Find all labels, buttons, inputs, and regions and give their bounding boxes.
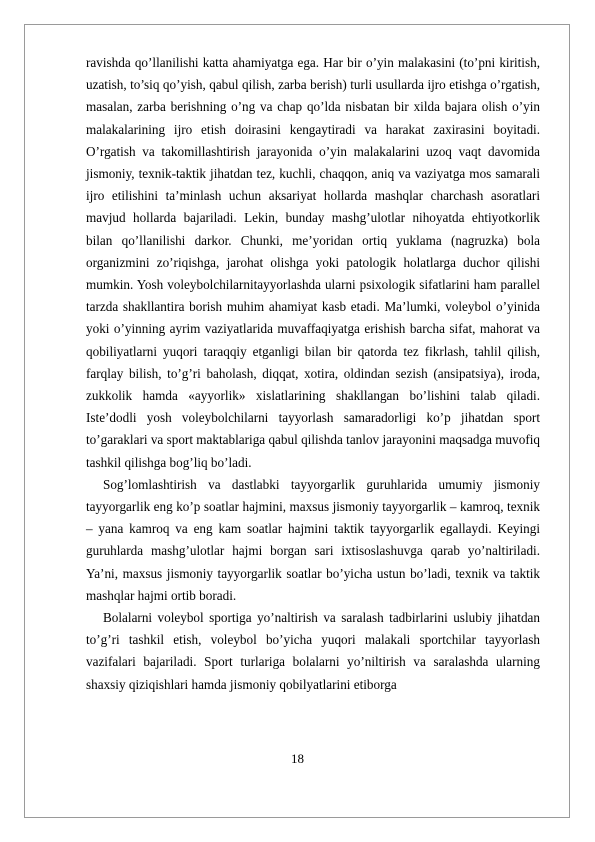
paragraph-2: Sog’lomlashtirish va dastlabki tayyorgarlik guruhlarida umumiy jismoniy tayyorgarlik eng ko’p soatlar hajmini, maxsus jismoniy tayyorgarlik – kamroq, texnik – yana kamroq va eng kam soatlar hajmini taktik tayyorgarlik egallaydi. Keyingi guruhlarda mashg’ulotlar hajmi borgan sari ixtisoslashuvga qarab yo’naltiriladi. Ya’ni, maxsus jismoniy tayyorgarlik soatlar bo’yicha ustun bo’ladi, texnik va taktik mashqlar hajmi ortib boradi. — [86, 476, 540, 603]
paragraph-3: Bolalarni voleybol sportiga yo’naltirish va saralash tadbirlarini uslubiy jihatdan to’g’ri tashkil etish, voleybol bo’yicha yuqori malakali sportchilar tayyorlash vazifalari bajariladi. Sport turlariga bolalarni yo’niltirish va saralashda ularning shaxsiy qiziqishlari hamda jismoniy qobilyatlarini etiborga — [86, 610, 540, 692]
paragraph-1: ravishda qo’llanilishi katta ahamiyatga ega. Har bir o’yin malakasini (to’pni kiritish, uzatish, to’siq qo’yish, qabul qilish, zarba berish) turli usullarda ijro etishga o’rgatish, masalan, zarba berishning o’ng va chap qo’lda nisbatan bir xilda bajara olish o’yin malakalarining ijro etish doirasini kengaytiradi va harakat zaxirasini boyitadi. O’rgatish va takomillashtirish jarayonida o’yin malakalarini uzoq vaqt davomida jismoniy, texnik-taktik jihatdan tez, kuchli, chaqqon, aniq va vaziyatga mos samarali ijro etilishini ta’minlash uchun aksariyat hollarda mashqlar charchash asoratlari mavjud hollarda bajariladi. Lekin, bunday mashg’ulotlar nihoyatda ehtiyotkorlik bilan qo’llanilishi darkor. Chunki, me’yoridan ortiq yuklama (nagruzka) bola organizmini zo’riqishga, jarohat olishga yoki patologik holatlarga duchor qilishi mumkin. Yosh voleybolchilarnitayyorlashda ularni psixologik sifatlarini ham parallel tarzda shakllantira borish muhim ahamiyat kasb etadi. Ma’lumki, voleybol o’yinida yoki o’yinning ayrim vaziyatlarida muvaffaqiyatga erishish barcha sifat, mahorat va qobiliyatlarni yuqori taraqqiy etganligi bilan bir qatorda tez fikrlash, tahlil qilish, farqlay bilish, to’g’ri baholash, diqqat, xotira, oldindan sezish (ansipatsiya), iroda, zukkolik hamda «ayyorlik» xislatlarining shakllangan bo’lishini talab qiladi. Iste’dodli yosh voleybolchilarni tayyorlash samaradorligi ko’p jihatdan sport to’garaklari va sport maktablariga qabul qilishda tanlov jarayonini maqsadga muvofiq tashkil qilishga bog’liq bo’ladi. — [86, 55, 540, 470]
document-body — [86, 52, 540, 696]
page-number: 18 — [291, 751, 304, 766]
